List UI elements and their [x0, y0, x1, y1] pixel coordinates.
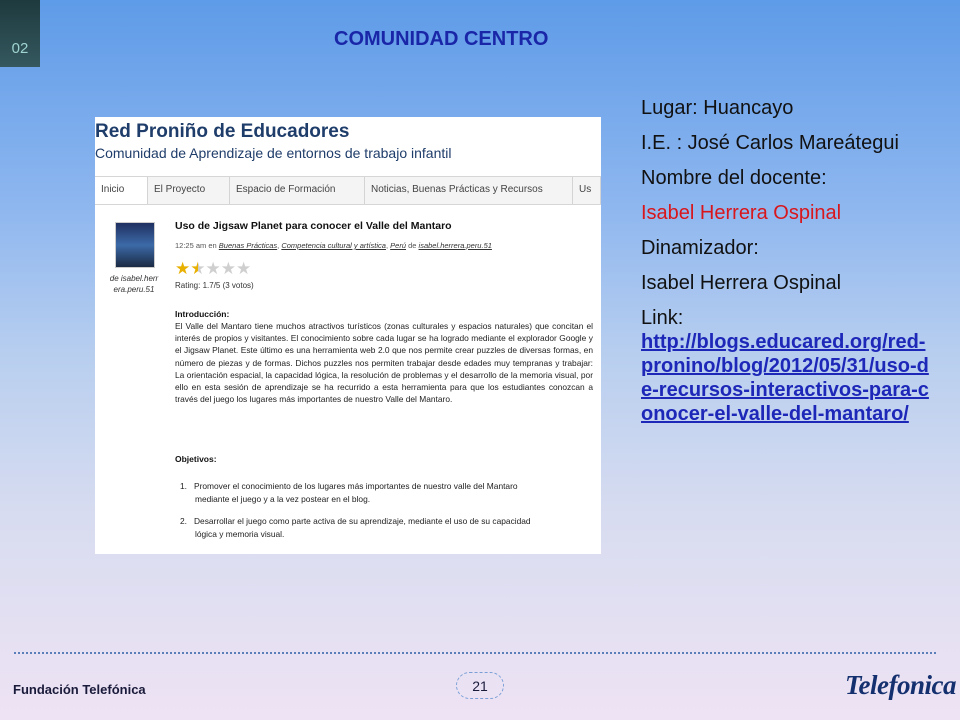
facilitator-name: Isabel Herrera Ospinal [641, 272, 842, 294]
star-icon[interactable]: ★ [175, 259, 191, 278]
blog-url-link[interactable]: http://blogs.educared.org/red-pronino/blog/2012/05/31/uso-de-recursos-interactivos-para-conocer-el-valle-del-mantaro/ [641, 331, 929, 425]
school-text: I.E. : José Carlos Mareátegui [641, 132, 899, 154]
star-icon[interactable]: ★ [220, 259, 236, 278]
post-by: de [408, 241, 417, 250]
star-half-icon[interactable]: ★ [190, 259, 206, 278]
objective-line: Desarrollar el juego como parte activa de su aprendizaje, mediante el uso de su capacidad [194, 516, 531, 526]
blog-header-subtitle: Comunidad de Aprendizaje de entornos de trabajo infantil [95, 145, 452, 161]
link-block [641, 306, 931, 426]
link-label: Link: [641, 307, 684, 329]
category-link[interactable]: Perú [390, 241, 406, 250]
teacher-label: Nombre del docente: [641, 167, 827, 189]
star-icon[interactable]: ★ [205, 259, 221, 278]
objective-line: lógica y memoria visual. [195, 528, 285, 539]
rating-text: Rating: 1.7/5 (3 votos) [175, 281, 254, 290]
category-link[interactable]: Competencia cultural y artística [281, 241, 386, 250]
footer-organization: Fundación Telefónica [13, 682, 146, 697]
author-avatar[interactable] [115, 222, 155, 268]
slide-title: COMUNIDAD CENTRO [334, 28, 549, 50]
nav-tab-noticias[interactable]: Noticias, Buenas Prácticas y Recursos [365, 177, 573, 204]
facilitator-label: Dinamizador: [641, 237, 759, 259]
info-panel [641, 96, 931, 426]
objective-line: Promover el conocimiento de los lugares más importantes de nuestro valle del Mantaro [194, 481, 518, 491]
post-title[interactable]: Uso de Jigsaw Planet para conocer el Valle del Mantaro [175, 220, 452, 232]
objective-item [180, 480, 593, 505]
post-author-link[interactable]: isabel.herrera.peru.51 [418, 241, 492, 250]
objective-number: 1. [180, 481, 187, 491]
intro-heading: Introducción: [175, 309, 230, 319]
author-caption[interactable]: de isabel.herrera.peru.51 [109, 274, 159, 294]
objectives-heading: Objetivos: [175, 454, 217, 464]
star-icon[interactable]: ★ [236, 259, 252, 278]
intro-paragraph: El Valle del Mantaro tiene muchos atractivos turísticos (zonas culturales y espacios naturales) que concitan el interés de propios y visitantes. El conocimiento sobre cada lugar se ha logrado mediante el explorador Google y el Jigsaw Planet. Este último es una herramienta web 2.0 que nos permite crear puzzles de diversas formas, en número de piezas y de formas. Dichos puzzles nos permiten trabajar desde edades muy tempranas y trabajar: La orientación espacial, la capacidad lógica, la resolución de problemas y el desarrollo de la memoria visual, por ello en esta sesión de aprendizaje se ha recurrido a esta herramienta para que los estudiantes conozcan a través del juego los lugares más importantes de nuestro Valle del Mantaro. [175, 321, 593, 405]
page-number: 21 [456, 672, 504, 699]
rating-stars[interactable] [175, 260, 251, 277]
nav-tab-el-proyecto[interactable]: El Proyecto [148, 177, 230, 204]
blog-screenshot [95, 117, 601, 554]
nav-tab-us[interactable]: Us [573, 177, 601, 204]
post-time: 12:25 am en [175, 241, 217, 250]
telefonica-logo: Telefonica [845, 670, 956, 700]
nav-tab-inicio[interactable]: Inicio [95, 177, 148, 204]
blog-nav-bar [95, 176, 601, 205]
teacher-name: Isabel Herrera Ospinal [641, 202, 842, 224]
footer-divider [14, 652, 936, 654]
objective-item [180, 515, 593, 540]
post-meta: 12:25 am en Buenas Prácticas, Competencia cultural y artística, Perú de isabel.herrera.peru.51 [175, 241, 492, 250]
location-text: Lugar: Huancayo [641, 97, 794, 119]
objective-number: 2. [180, 516, 187, 526]
slide-number-badge: 02 [0, 0, 40, 67]
nav-tab-espacio-formacion[interactable]: Espacio de Formación [230, 177, 365, 204]
category-link[interactable]: Buenas Prácticas [218, 241, 278, 250]
objective-line: mediante el juego y a la vez postear en el blog. [195, 493, 371, 504]
blog-header-title: Red Proniño de Educadores [95, 121, 350, 142]
